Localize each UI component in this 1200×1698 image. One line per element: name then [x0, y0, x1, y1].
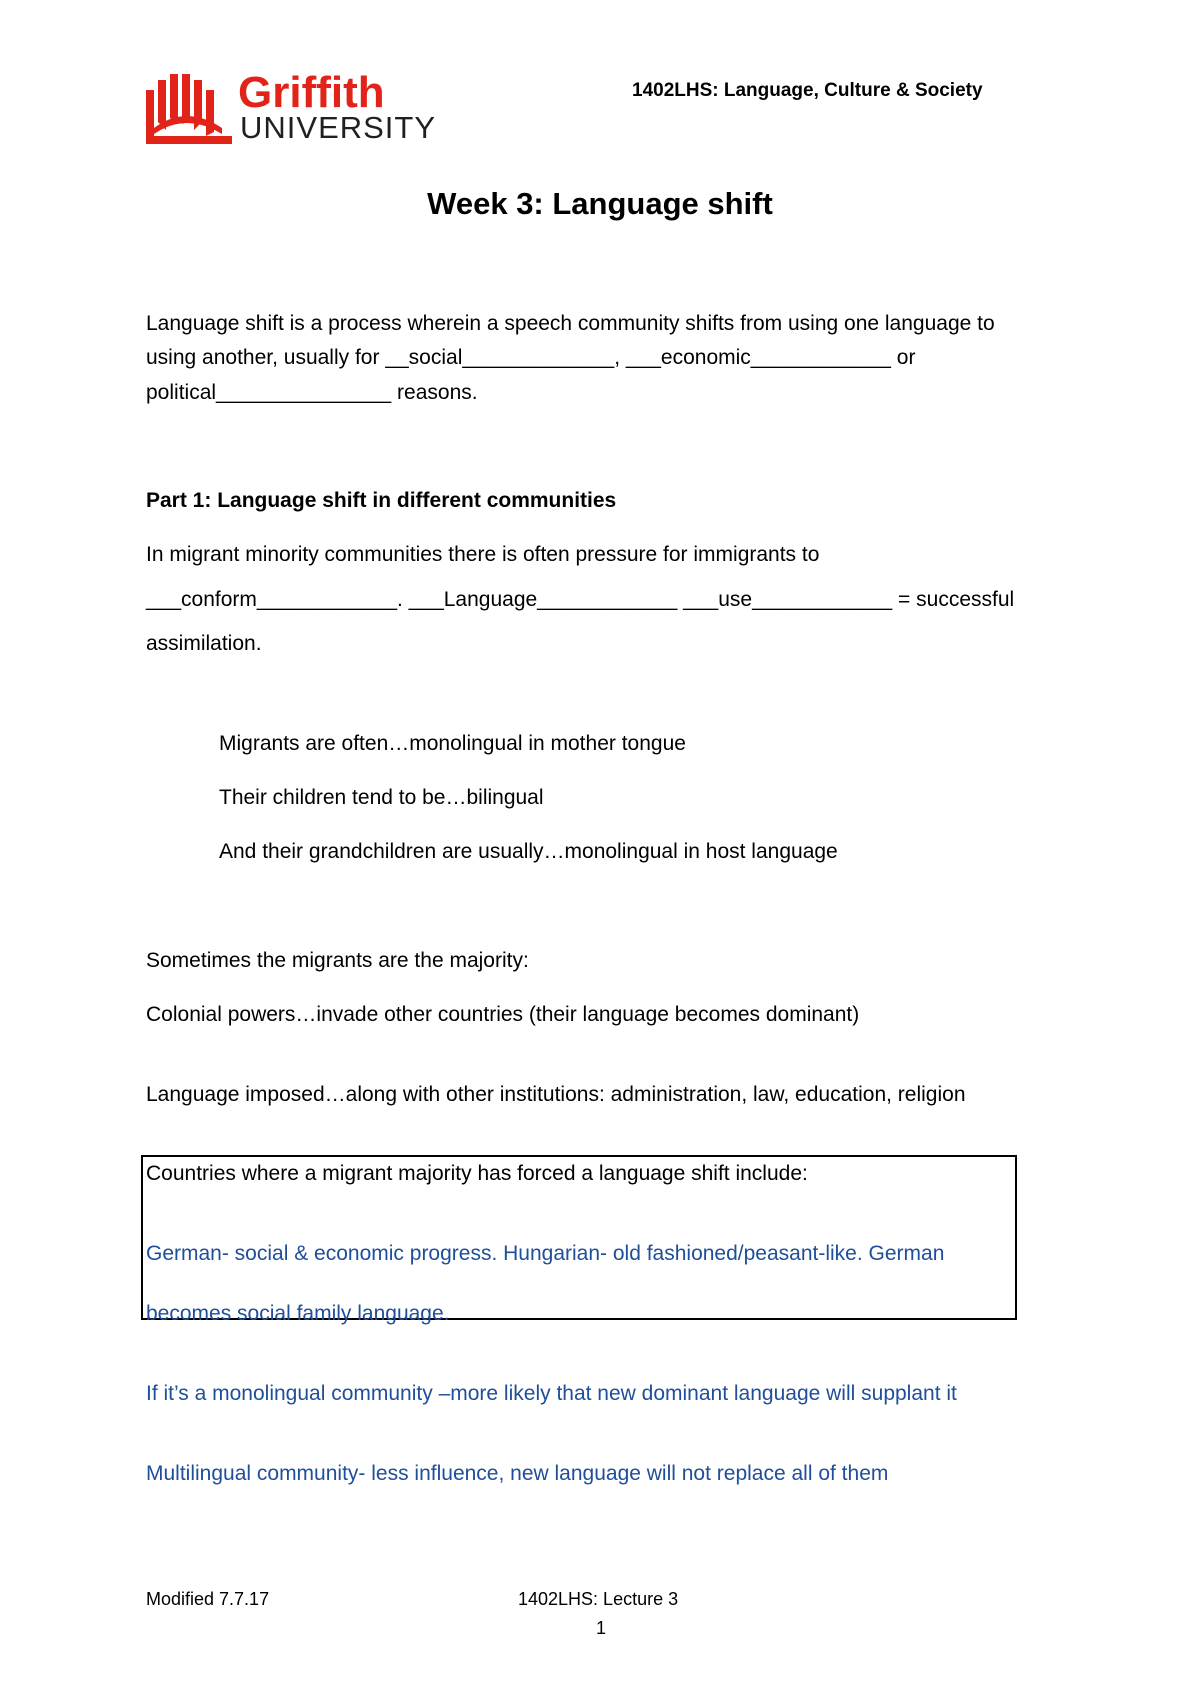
language-imposed-text: Language imposed…along with other institutions: administration, law, education, religion: [146, 1083, 966, 1106]
page-title: Week 3: Language shift: [427, 186, 773, 221]
footer-modified: Modified 7.7.17: [146, 1589, 270, 1609]
part1-line-2: ___conform____________. ___Language____________ ___use____________ = successful: [146, 588, 1015, 611]
callout-heading: Countries where a migrant majority has forced a language shift include:: [146, 1162, 808, 1185]
course-header: 1402LHS: Language, Culture & Society: [632, 80, 983, 101]
callout-note-line-1: German- social & economic progress. Hungarian- old fashioned/peasant-like. German: [146, 1242, 945, 1265]
intro-line-3: political_______________ reasons.: [146, 381, 478, 404]
logo-wordmark-university: UNIVERSITY: [240, 110, 437, 145]
part1-heading: Part 1: Language shift in different communities: [146, 489, 617, 512]
griffith-emblem-icon: [146, 74, 236, 148]
callout-note-line-2: becomes social family language.: [146, 1302, 450, 1325]
generation-item-grandchildren: And their grandchildren are usually…monolingual in host language: [219, 840, 838, 863]
intro-line-2: using another, usually for __social_____________, ___economic____________ or: [146, 346, 916, 369]
footer-lecture: 1402LHS: Lecture 3: [518, 1589, 679, 1609]
colonial-powers-text: Colonial powers…invade other countries (their language becomes dominant): [146, 1003, 860, 1026]
generation-item-children: Their children tend to be…bilingual: [219, 786, 544, 809]
intro-line-1: Language shift is a process wherein a speech community shifts from using one language to: [146, 312, 995, 335]
generation-item-migrants: Migrants are often…monolingual in mother tongue: [219, 732, 686, 755]
part1-line-3: assimilation.: [146, 632, 262, 655]
monolingual-note: If it’s a monolingual community –more likely that new dominant language will supplant it: [146, 1382, 957, 1405]
logo-wordmark-griffith: Griffith: [238, 68, 385, 117]
part1-line-1: In migrant minority communities there is often pressure for immigrants to: [146, 543, 820, 566]
page-number: 1: [596, 1618, 607, 1638]
multilingual-note: Multilingual community- less influence, new language will not replace all of them: [146, 1462, 889, 1485]
griffith-university-logo: [146, 68, 446, 148]
majority-intro: Sometimes the migrants are the majority:: [146, 949, 529, 972]
